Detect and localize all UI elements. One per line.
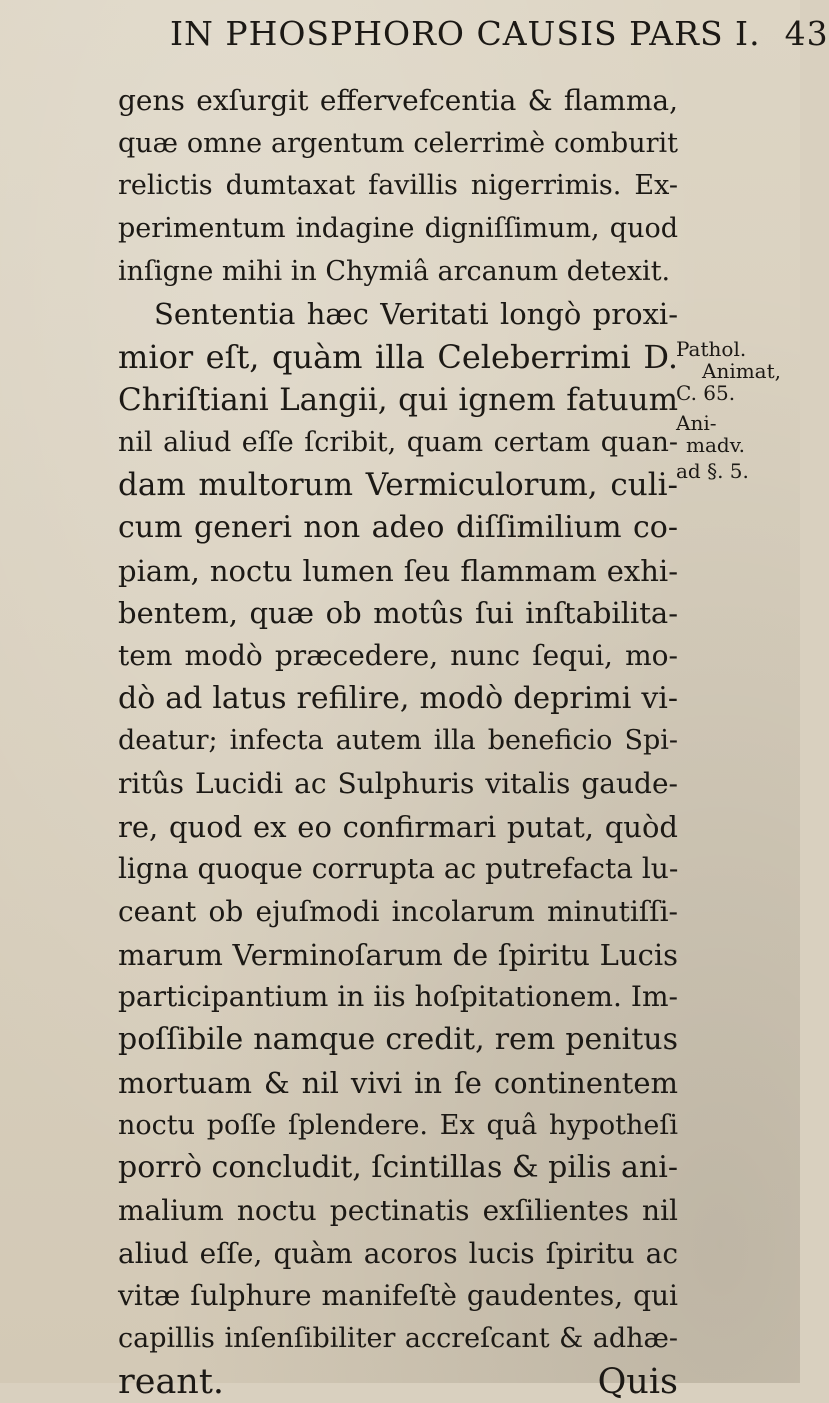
text-line: ligna quoque corrupta ac putrefacta lu- (118, 852, 679, 886)
text-line: ritûs Lucidi ac Sulphuris vitalis gaude- (118, 767, 678, 800)
text-line: poſſibile namque credit, rem penitus (118, 1022, 678, 1058)
text-line: bentem, quæ ob motûs ſui inſtabilita- (118, 596, 678, 631)
text-line: ceant ob ejuſmodi incolarum minutiſſi- (118, 895, 678, 929)
text-line: porrò concludit, ſcintillas & pilis ani- (118, 1150, 678, 1186)
text-line: gens exſurgit effervefcentia & flamma, (118, 84, 678, 117)
running-header (170, 14, 829, 53)
text-line: nil aliud eſſe ſcribit, quam certam quan- (118, 426, 678, 458)
closing-word: reant. (118, 1361, 225, 1402)
text-line: piam, noctu lumen ſeu flammam exhi- (118, 553, 678, 588)
text-line: relictis dumtaxat favillis nigerrimis. Ex- (118, 170, 678, 202)
text-line: dam multorum Vermiculorum, culi- (118, 467, 678, 504)
running-title: IN PHOSPHORO CAUSIS PARS I. (170, 14, 761, 53)
marginal-line: C. 65. (676, 381, 736, 405)
marginal-line: ad §. 5. (676, 459, 749, 483)
text-line: vitæ ſulphure manifeſtè gaudentes, qui (118, 1279, 678, 1313)
text-line: quæ omne argentum celerrimè comburit (118, 127, 678, 159)
text-line: noctu poſſe ſplendere. Ex quâ hypotheſi (118, 1109, 678, 1141)
marginal-line: Pathol. (676, 337, 747, 361)
text-line: Chriſtiani Langii, qui ignem fatuum (118, 381, 678, 418)
text-line: marum Verminoſarum de ſpiritu Lucis (118, 937, 678, 972)
text-line: dò ad latus refilire, modò deprimi vi- (118, 680, 678, 716)
page-number: 43 (784, 14, 829, 53)
text-line: tem modò præcedere, nunc ſequi, mo- (118, 638, 678, 672)
text-line: perimentum indagine digniſſimum, quod (118, 213, 678, 245)
marginal-line: madv. (686, 433, 745, 457)
text-line: mior eſt, quàm illa Celeberrimi D. (118, 338, 678, 377)
text-line: inſigne mihi in Chymiâ arcanum detexit. (118, 255, 671, 287)
text-line: participantium in iis hoſpitationem. Im- (118, 980, 678, 1014)
marginal-note (676, 338, 796, 482)
text-line: aliud eſſe, quàm acoros lucis ſpiritu ac (118, 1236, 678, 1270)
catchword: Quis (597, 1361, 678, 1402)
body-text (118, 80, 678, 1403)
text-line: malium noctu pectinatis exſilientes nil (118, 1193, 678, 1227)
marginal-line: Animat, (702, 359, 782, 383)
marginal-line: Ani- (676, 411, 717, 435)
text-line: mortuam & nil vivi in ſe continentem (118, 1065, 678, 1100)
text-line: cum generi non adeo diſſimilium co- (118, 509, 678, 545)
text-line-closing (118, 1361, 678, 1403)
text-line: Sententia hæc Veritati longò proxi- (154, 297, 678, 332)
text-line: capillis inſenſibiliter accreſcant & adhæ- (118, 1322, 678, 1354)
text-line: deatur; infecta autem illa beneficio Spi- (118, 725, 678, 757)
text-line: re, quod ex eo confirmari putat, quòd (118, 809, 678, 844)
